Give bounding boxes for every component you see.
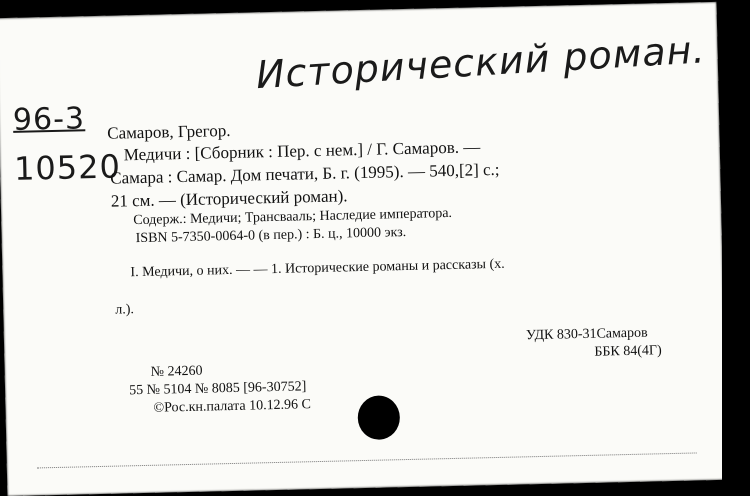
publication-line: Самара : Самар. Дом печати, Б. г. (1995). — 540,[2] с.; [110,159,500,188]
subject-line-1: I. Медичи, о них. — — 1. Исторические романы и рассказы (х. [130,256,505,281]
udk-code: УДК 830-31Самаров [525,325,648,344]
subject-line-2: л.). [115,302,135,318]
contents-line: Содерж.: Медичи; Трансвааль; Наследие императора. [133,205,453,229]
isbn-line: ISBN 5-7350-0064-0 (в пер.) : Б. ц., 10000 экз. [135,224,407,247]
handwritten-inventory-number: 10520 [13,147,122,188]
ink-blot [357,395,400,440]
author-line: Самаров, Грегор. [107,120,231,143]
catalog-card [0,2,727,496]
bottom-dotted-line [37,452,697,468]
record-number: № 24260 [150,363,203,380]
size-series-line: 21 см. — (Исторический роман). [110,186,348,211]
bbk-code: ББК 84(4Г) [594,343,662,360]
print-order-line: 55 № 5104 № 8085 [96-30752] [128,379,307,399]
scan-border [722,0,750,494]
handwritten-heading: Исторический роман. [254,27,707,98]
title-line: Медичи : [Сборник : Пер. с нем.] / Г. Самаров. — [123,137,481,165]
handwritten-shelf-code: 96-3 [12,101,86,138]
book-chamber-line: ©Рос.кн.палата 10.12.96 С [153,397,312,416]
